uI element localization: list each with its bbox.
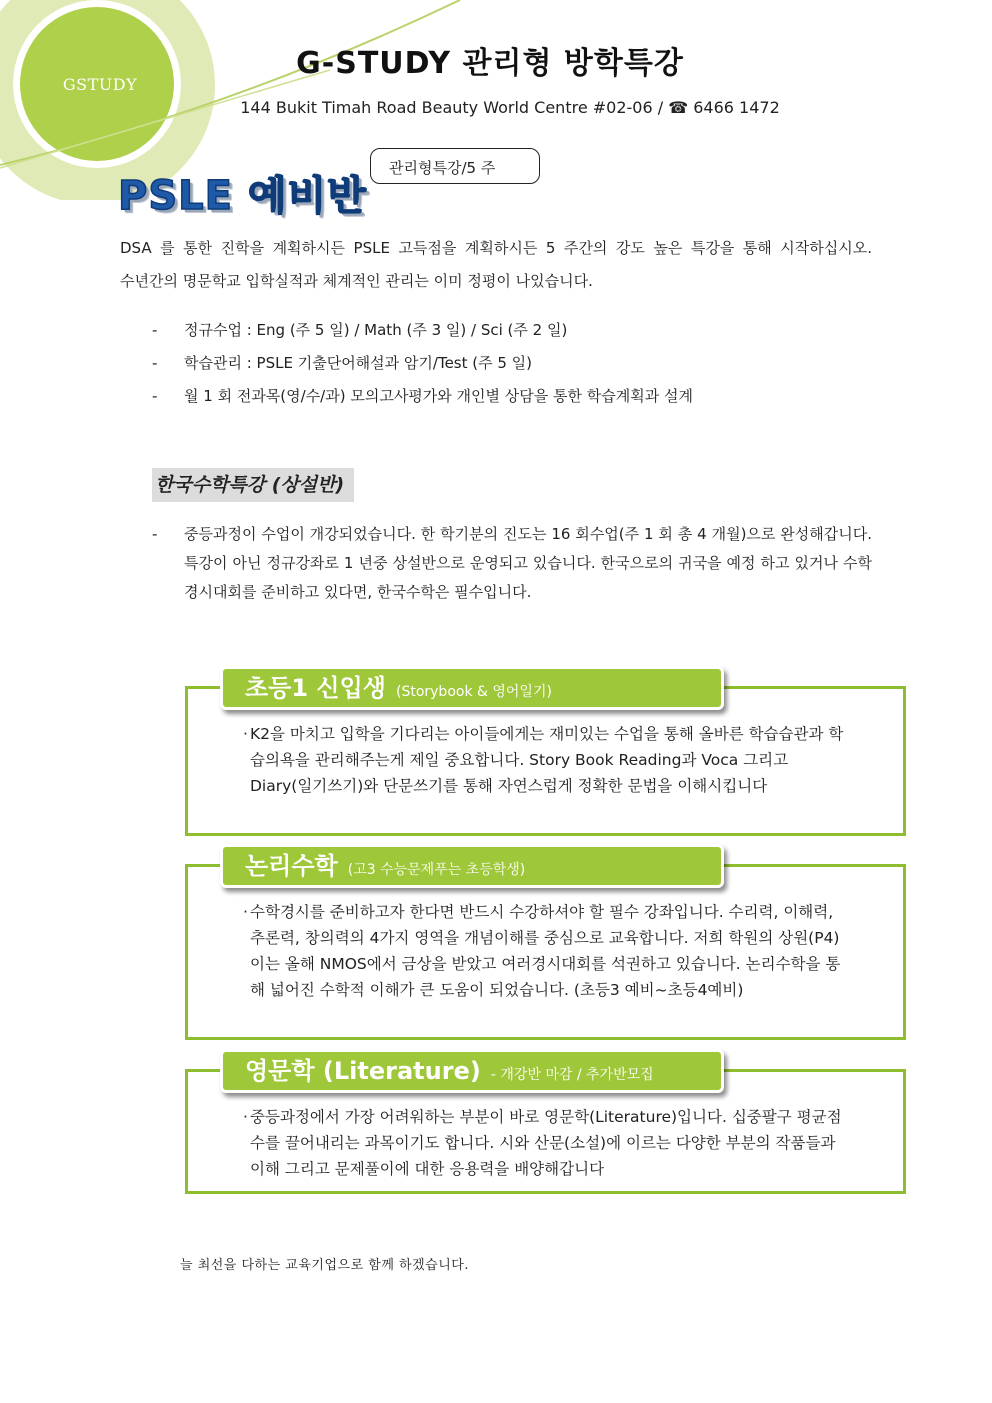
course-tab-elementary <box>220 666 724 710</box>
math-section-heading: 한국수학특강 (상설반) <box>152 468 354 502</box>
logo-text: GSTUDY <box>62 75 138 94</box>
page-title: G-STUDY 관리형 방학특강 <box>296 46 684 81</box>
speech-bubble-text: 관리형특강/5 주 <box>389 159 496 177</box>
closing-statement: 늘 최선을 다하는 교육기업으로 함께 하겠습니다. <box>180 1258 469 1273</box>
course-subtitle: - 개강반 마감 / 추가반모집 <box>490 1067 654 1083</box>
psle-title: PSLE 예비반 <box>118 173 367 219</box>
course-tab-logic-math <box>220 844 724 888</box>
course-subtitle: (고3 수능문제푸는 초등학생) <box>347 862 526 878</box>
list-item: - 정규수업 : Eng (주 5 일) / Math (주 3 일) / Sci (주 2 일) <box>150 314 870 347</box>
course-description: · 중등과정에서 가장 어려워하는 부분이 바로 영문학(Literature)입니다. 십중팔구 평균점수를 끌어내리는 과목이기도 합니다. 시와 산문(소설)에 이르는 다양한 부분의 작품들과 이해 그리고 문제풀이에 대한 응용력을 배양해갑니다 <box>243 1104 853 1182</box>
address-line: 144 Bukit Timah Road Beauty World Centre #02-06 / ☎ 6466 1472 <box>240 98 780 117</box>
course-subtitle: (Storybook & 영어일기) <box>395 684 552 700</box>
course-tab-literature <box>220 1049 724 1093</box>
course-title: 논리수학 <box>245 852 338 880</box>
course-title: 초등1 신입생 <box>245 674 386 702</box>
course-description: · K2을 마치고 입학을 기다리는 아이들에게는 재미있는 수업을 통해 올바른 학습습관과 학습의욕을 관리해주는게 제일 중요합니다. Story Book Reading과 Voca 그리고 Diary(일기쓰기)와 단문쓰기를 통해 자연스럽게 정확한 문법을 이해시킵니다 <box>243 721 853 799</box>
speech-bubble <box>370 148 540 184</box>
psle-intro-paragraph: DSA 를 통한 진학을 계획하시든 PSLE 고득점을 계획하시든 5 주간의 강도 높은 특강을 통해 시작하십시오. 수년간의 명문학교 입학실적과 체계적인 관리는 이미 정평이 나있습니다. <box>120 239 872 290</box>
psle-bullet-list <box>150 314 870 413</box>
list-item: - 월 1 회 전과목(영/수/과) 모의고사평가와 개인별 상담을 통한 학습계획과 설계 <box>150 380 870 413</box>
list-item: - 학습관리 : PSLE 기출단어해설과 암기/Test (주 5 일) <box>150 347 870 380</box>
course-title: 영문학 (Literature) <box>245 1057 481 1085</box>
course-description: · 수학경시를 준비하고자 한다면 반드시 수강하셔야 할 필수 강좌입니다. 수리력, 이해력, 추론력, 창의력의 4가지 영역을 개념이해를 중심으로 교육합니다. 저희 학원의 상원(P4)이는 올해 NMOS에서 금상을 받았고 여러경시대회를 석권하고 있습니다. 논리수학을 통해 넓어진 수학적 이해가 큰 도움이 되었습니다. (초등3 예비~초등4예비) <box>243 899 853 1003</box>
math-paragraph: - 중등과정이 수업이 개강되었습니다. 한 학기분의 진도는 16 회수업(주 1 회 총 4 개월)으로 완성해갑니다. 특강이 아닌 정규강좌로 1 년중 상설반으로 운영되고 있습니다. 한국으로의 귀국을 예정 하고 있거나 수학경시대회를 준비하고 있다면, 한국수학은 필수입니다. <box>150 520 872 607</box>
